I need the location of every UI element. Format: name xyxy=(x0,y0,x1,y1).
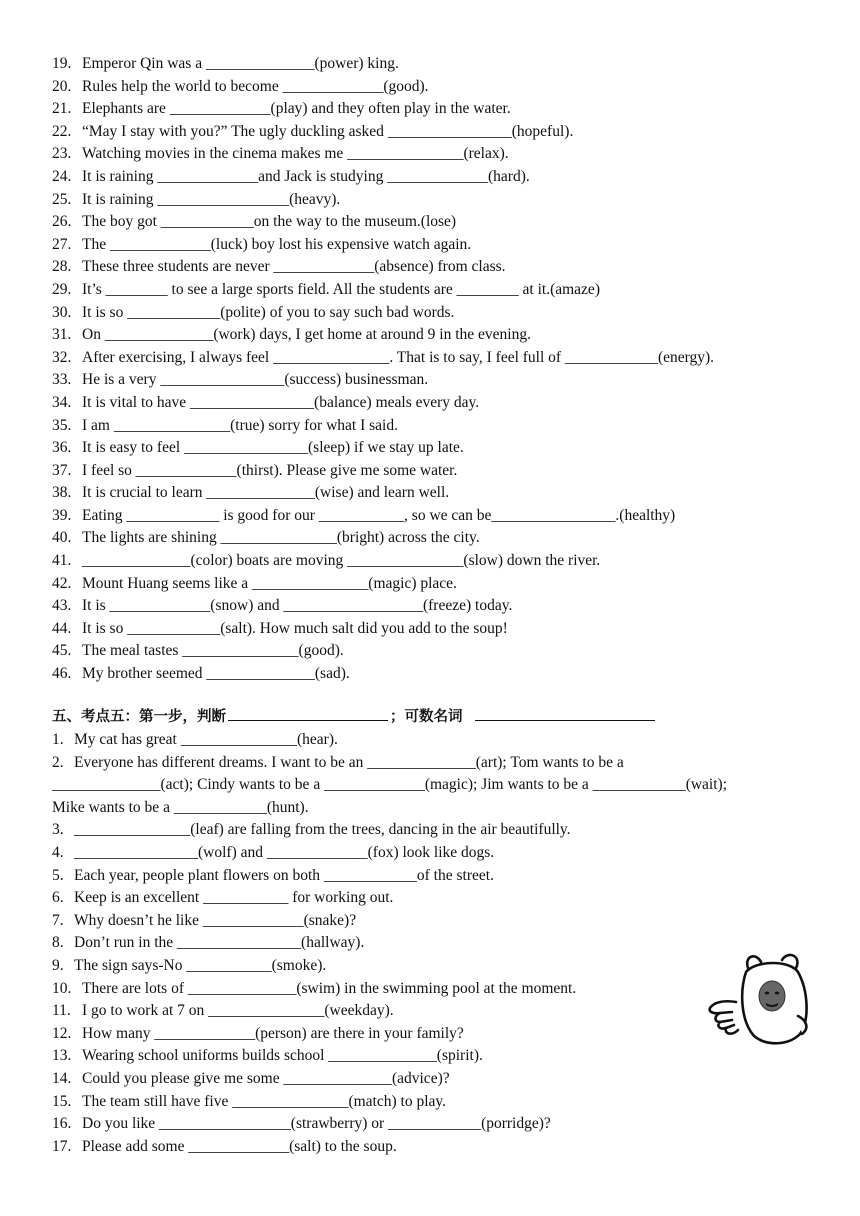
list-item xyxy=(52,527,822,550)
item-text: Keep is an excellent ___________ for working out. xyxy=(74,889,394,907)
list-item xyxy=(52,415,822,438)
item-number: 1. xyxy=(52,731,64,748)
item-text: I go to work at 7 on _______________(weekday). xyxy=(82,1002,394,1020)
list-item xyxy=(52,842,822,865)
item-number: 28. xyxy=(52,258,72,276)
list-item xyxy=(52,347,822,370)
list-item xyxy=(52,53,822,76)
item-number: 27. xyxy=(52,235,72,253)
item-text: The lights are shining _______________(bright) across the city. xyxy=(82,529,480,547)
item-number: 13. xyxy=(52,1047,72,1065)
section-title-part-b: ；可数名词 xyxy=(390,709,463,725)
list-item xyxy=(52,234,822,257)
item-number: 16. xyxy=(52,1115,72,1133)
list-item xyxy=(52,550,822,573)
list-item xyxy=(52,1136,822,1159)
item-text: It is _____________(snow) and __________________(freeze) today. xyxy=(82,597,513,615)
item-text: It is so ____________(salt). How much salt did you add to the soup! xyxy=(82,619,508,637)
item-text: Mount Huang seems like a _______________(magic) place. xyxy=(82,574,457,592)
item-text: Eating ____________ is good for our ___________, so we can be________________.(healthy) xyxy=(82,506,676,524)
list-item xyxy=(52,819,822,842)
list-item xyxy=(52,729,822,752)
item-number: 2. xyxy=(52,753,64,771)
list-item xyxy=(52,573,822,596)
item-text: Everyone has different dreams. I want to be an ______________(art); Tom wants to be a xyxy=(74,753,624,771)
item-number: 10. xyxy=(52,979,72,997)
list-item xyxy=(52,640,822,663)
item-text: “May I stay with you?” The ugly duckling asked ________________(hopeful). xyxy=(82,122,574,140)
item-text: It is crucial to learn ______________(wise) and learn well. xyxy=(82,484,450,502)
item-text: _______________(leaf) are falling from the trees, dancing in the air beautifully. xyxy=(74,821,571,839)
item-text: The _____________(luck) boy lost his expensive watch again. xyxy=(82,235,472,253)
item-text: It’s ________ to see a large sports field. All the students are ________ at it.(amaze) xyxy=(82,280,600,298)
item-number: 26. xyxy=(52,213,72,231)
item-number: 31. xyxy=(52,326,72,344)
item-number: 12. xyxy=(52,1024,72,1042)
item-number: 22. xyxy=(52,122,72,140)
list-item xyxy=(52,910,822,933)
item-number: 11. xyxy=(52,1002,71,1020)
item-number: 36. xyxy=(52,439,72,457)
item-number: 15. xyxy=(52,1092,72,1110)
item-text: My brother seemed ______________(sad). xyxy=(82,665,350,683)
list-item xyxy=(52,663,822,686)
item-text: Each year, people plant flowers on both ____________of the street. xyxy=(74,866,494,884)
list-item xyxy=(52,143,822,166)
list-item-continuation xyxy=(52,774,822,797)
item-text: I am _______________(true) sorry for what I said. xyxy=(82,416,398,434)
section-title xyxy=(52,705,655,729)
item-text: It is raining _________________(heavy). xyxy=(82,190,341,208)
item-number: 5. xyxy=(52,866,64,884)
item-number: 8. xyxy=(52,934,64,952)
item-text: There are lots of ______________(swim) in the swimming pool at the moment. xyxy=(82,979,577,997)
item-text: Don’t run in the ________________(hallway). xyxy=(74,934,365,952)
list-item-continuation xyxy=(52,797,822,820)
item-number: 38. xyxy=(52,484,72,502)
item-text: Do you like _________________(strawberry) or ____________(porridge)? xyxy=(82,1115,551,1133)
item-text: Could you please give me some ______________(advice)? xyxy=(82,1069,450,1087)
item-number: 25. xyxy=(52,190,72,208)
item-text: He is a very ________________(success) businessman. xyxy=(82,371,429,389)
item-number: 17. xyxy=(52,1137,72,1155)
item-number: 43. xyxy=(52,597,72,615)
item-text: ______________(act); Cindy wants to be a _____________(magic); Jim wants to be a ____________(wait); xyxy=(52,776,728,794)
list-item xyxy=(52,482,822,505)
item-number: 20. xyxy=(52,77,72,95)
item-number: 42. xyxy=(52,574,72,592)
item-number: 34. xyxy=(52,393,72,411)
item-number: 19. xyxy=(52,55,72,72)
item-text: It is raining _____________and Jack is studying _____________(hard). xyxy=(82,167,530,185)
item-text: These three students are never _____________(absence) from class. xyxy=(82,258,506,276)
list-item xyxy=(52,256,822,279)
item-text: The boy got ____________on the way to the museum.(lose) xyxy=(82,213,457,231)
item-number: 44. xyxy=(52,619,72,637)
title-blank-2 xyxy=(475,706,655,721)
item-number: 23. xyxy=(52,145,72,163)
item-text: The meal tastes _______________(good). xyxy=(82,642,344,660)
bear-pointing-icon xyxy=(706,950,816,1050)
list-item xyxy=(52,121,822,144)
item-text: It is vital to have ________________(balance) meals every day. xyxy=(82,393,480,411)
item-number: 41. xyxy=(52,552,72,570)
list-item xyxy=(52,189,822,212)
list-item xyxy=(52,1113,822,1136)
list-item xyxy=(52,76,822,99)
item-number: 30. xyxy=(52,303,72,321)
item-number: 3. xyxy=(52,821,64,839)
item-text: Emperor Qin was a ______________(power) king. xyxy=(82,55,399,72)
item-number: 37. xyxy=(52,461,72,479)
item-text: I feel so _____________(thirst). Please give me some water. xyxy=(82,461,458,479)
item-number: 45. xyxy=(52,642,72,660)
item-text: How many _____________(person) are there in your family? xyxy=(82,1024,464,1042)
item-number: 21. xyxy=(52,100,72,118)
item-number: 32. xyxy=(52,348,72,366)
item-text: Please add some _____________(salt) to the soup. xyxy=(82,1137,397,1155)
section-title-part-a: 五、考点五：第一步，判断 xyxy=(52,709,226,725)
item-text: Why doesn’t he like _____________(snake)? xyxy=(74,911,357,929)
exercise-list-part5 xyxy=(52,729,822,1158)
list-item xyxy=(52,1091,822,1114)
list-item xyxy=(52,166,822,189)
list-item xyxy=(52,279,822,302)
item-text: After exercising, I always feel _______________. That is to say, I feel full of ____________(energy). xyxy=(82,348,715,366)
list-item xyxy=(52,324,822,347)
item-number: 35. xyxy=(52,416,72,434)
list-item xyxy=(52,392,822,415)
item-text: Elephants are _____________(play) and they often play in the water. xyxy=(82,100,511,118)
list-item xyxy=(52,865,822,888)
item-text: It is easy to feel ________________(sleep) if we stay up late. xyxy=(82,439,464,457)
title-blank-1 xyxy=(228,706,388,721)
list-item xyxy=(52,505,822,528)
list-item xyxy=(52,887,822,910)
item-number: 6. xyxy=(52,889,64,907)
item-text: The sign says-No ___________(smoke). xyxy=(74,956,327,974)
item-text: The team still have five _______________(match) to play. xyxy=(82,1092,447,1110)
list-item xyxy=(52,369,822,392)
item-number: 9. xyxy=(52,956,64,974)
item-number: 14. xyxy=(52,1069,72,1087)
item-text: Mike wants to be a ____________(hunt). xyxy=(52,798,309,816)
list-item xyxy=(52,98,822,121)
item-text: Watching movies in the cinema makes me _______________(relax). xyxy=(82,145,509,163)
exercise-list-part4 xyxy=(52,53,822,686)
list-item xyxy=(52,302,822,325)
list-item xyxy=(52,437,822,460)
item-number: 46. xyxy=(52,665,72,683)
item-number: 39. xyxy=(52,506,72,524)
item-text: It is so ____________(polite) of you to say such bad words. xyxy=(82,303,455,321)
list-item xyxy=(52,618,822,641)
list-item xyxy=(52,1068,822,1091)
item-text: ______________(color) boats are moving _______________(slow) down the river. xyxy=(82,552,601,570)
item-number: 7. xyxy=(52,911,64,929)
list-item xyxy=(52,752,822,775)
item-text: ________________(wolf) and _____________(fox) look like dogs. xyxy=(74,843,495,861)
item-text: Rules help the world to become _____________(good). xyxy=(82,77,429,95)
item-number: 4. xyxy=(52,843,64,861)
item-text: On ______________(work) days, I get home at around 9 in the evening. xyxy=(82,326,531,344)
item-text: My cat has great _______________(hear). xyxy=(74,731,338,748)
list-item xyxy=(52,211,822,234)
item-number: 40. xyxy=(52,529,72,547)
item-number: 29. xyxy=(52,280,72,298)
list-item xyxy=(52,595,822,618)
item-text: Wearing school uniforms builds school ______________(spirit). xyxy=(82,1047,483,1065)
item-number: 33. xyxy=(52,371,72,389)
item-number: 24. xyxy=(52,167,72,185)
list-item xyxy=(52,460,822,483)
